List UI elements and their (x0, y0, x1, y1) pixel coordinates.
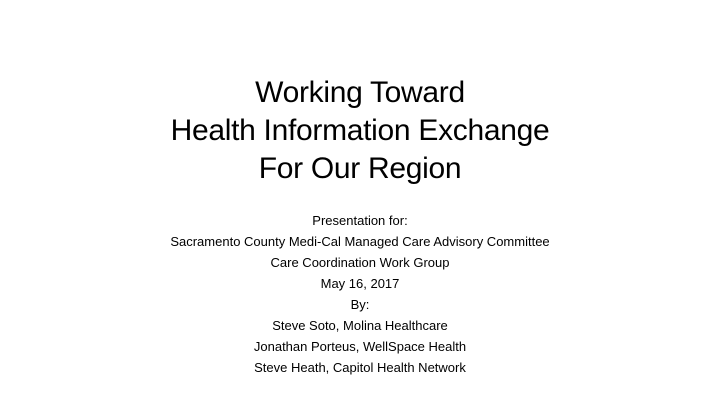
presenter-1: Steve Soto, Molina Healthcare (272, 318, 448, 333)
by-label: By: (350, 297, 370, 312)
title-line-1: Working Toward (255, 76, 465, 110)
presenter-2: Jonathan Porteus, WellSpace Health (253, 339, 467, 354)
audience-committee: Sacramento County Medi-Cal Managed Care Advisory Committee (170, 234, 550, 249)
title-line-2: Health Information Exchange (170, 114, 550, 148)
presenter-3: Steve Heath, Capitol Health Network (254, 360, 466, 375)
slide-subtitle (40, 210, 680, 378)
slide-title (60, 74, 660, 188)
title-line-3: For Our Region (258, 152, 462, 186)
presentation-date: May 16, 2017 (320, 276, 400, 291)
presentation-for-label: Presentation for: (312, 213, 408, 228)
audience-work-group: Care Coordination Work Group (270, 255, 450, 270)
